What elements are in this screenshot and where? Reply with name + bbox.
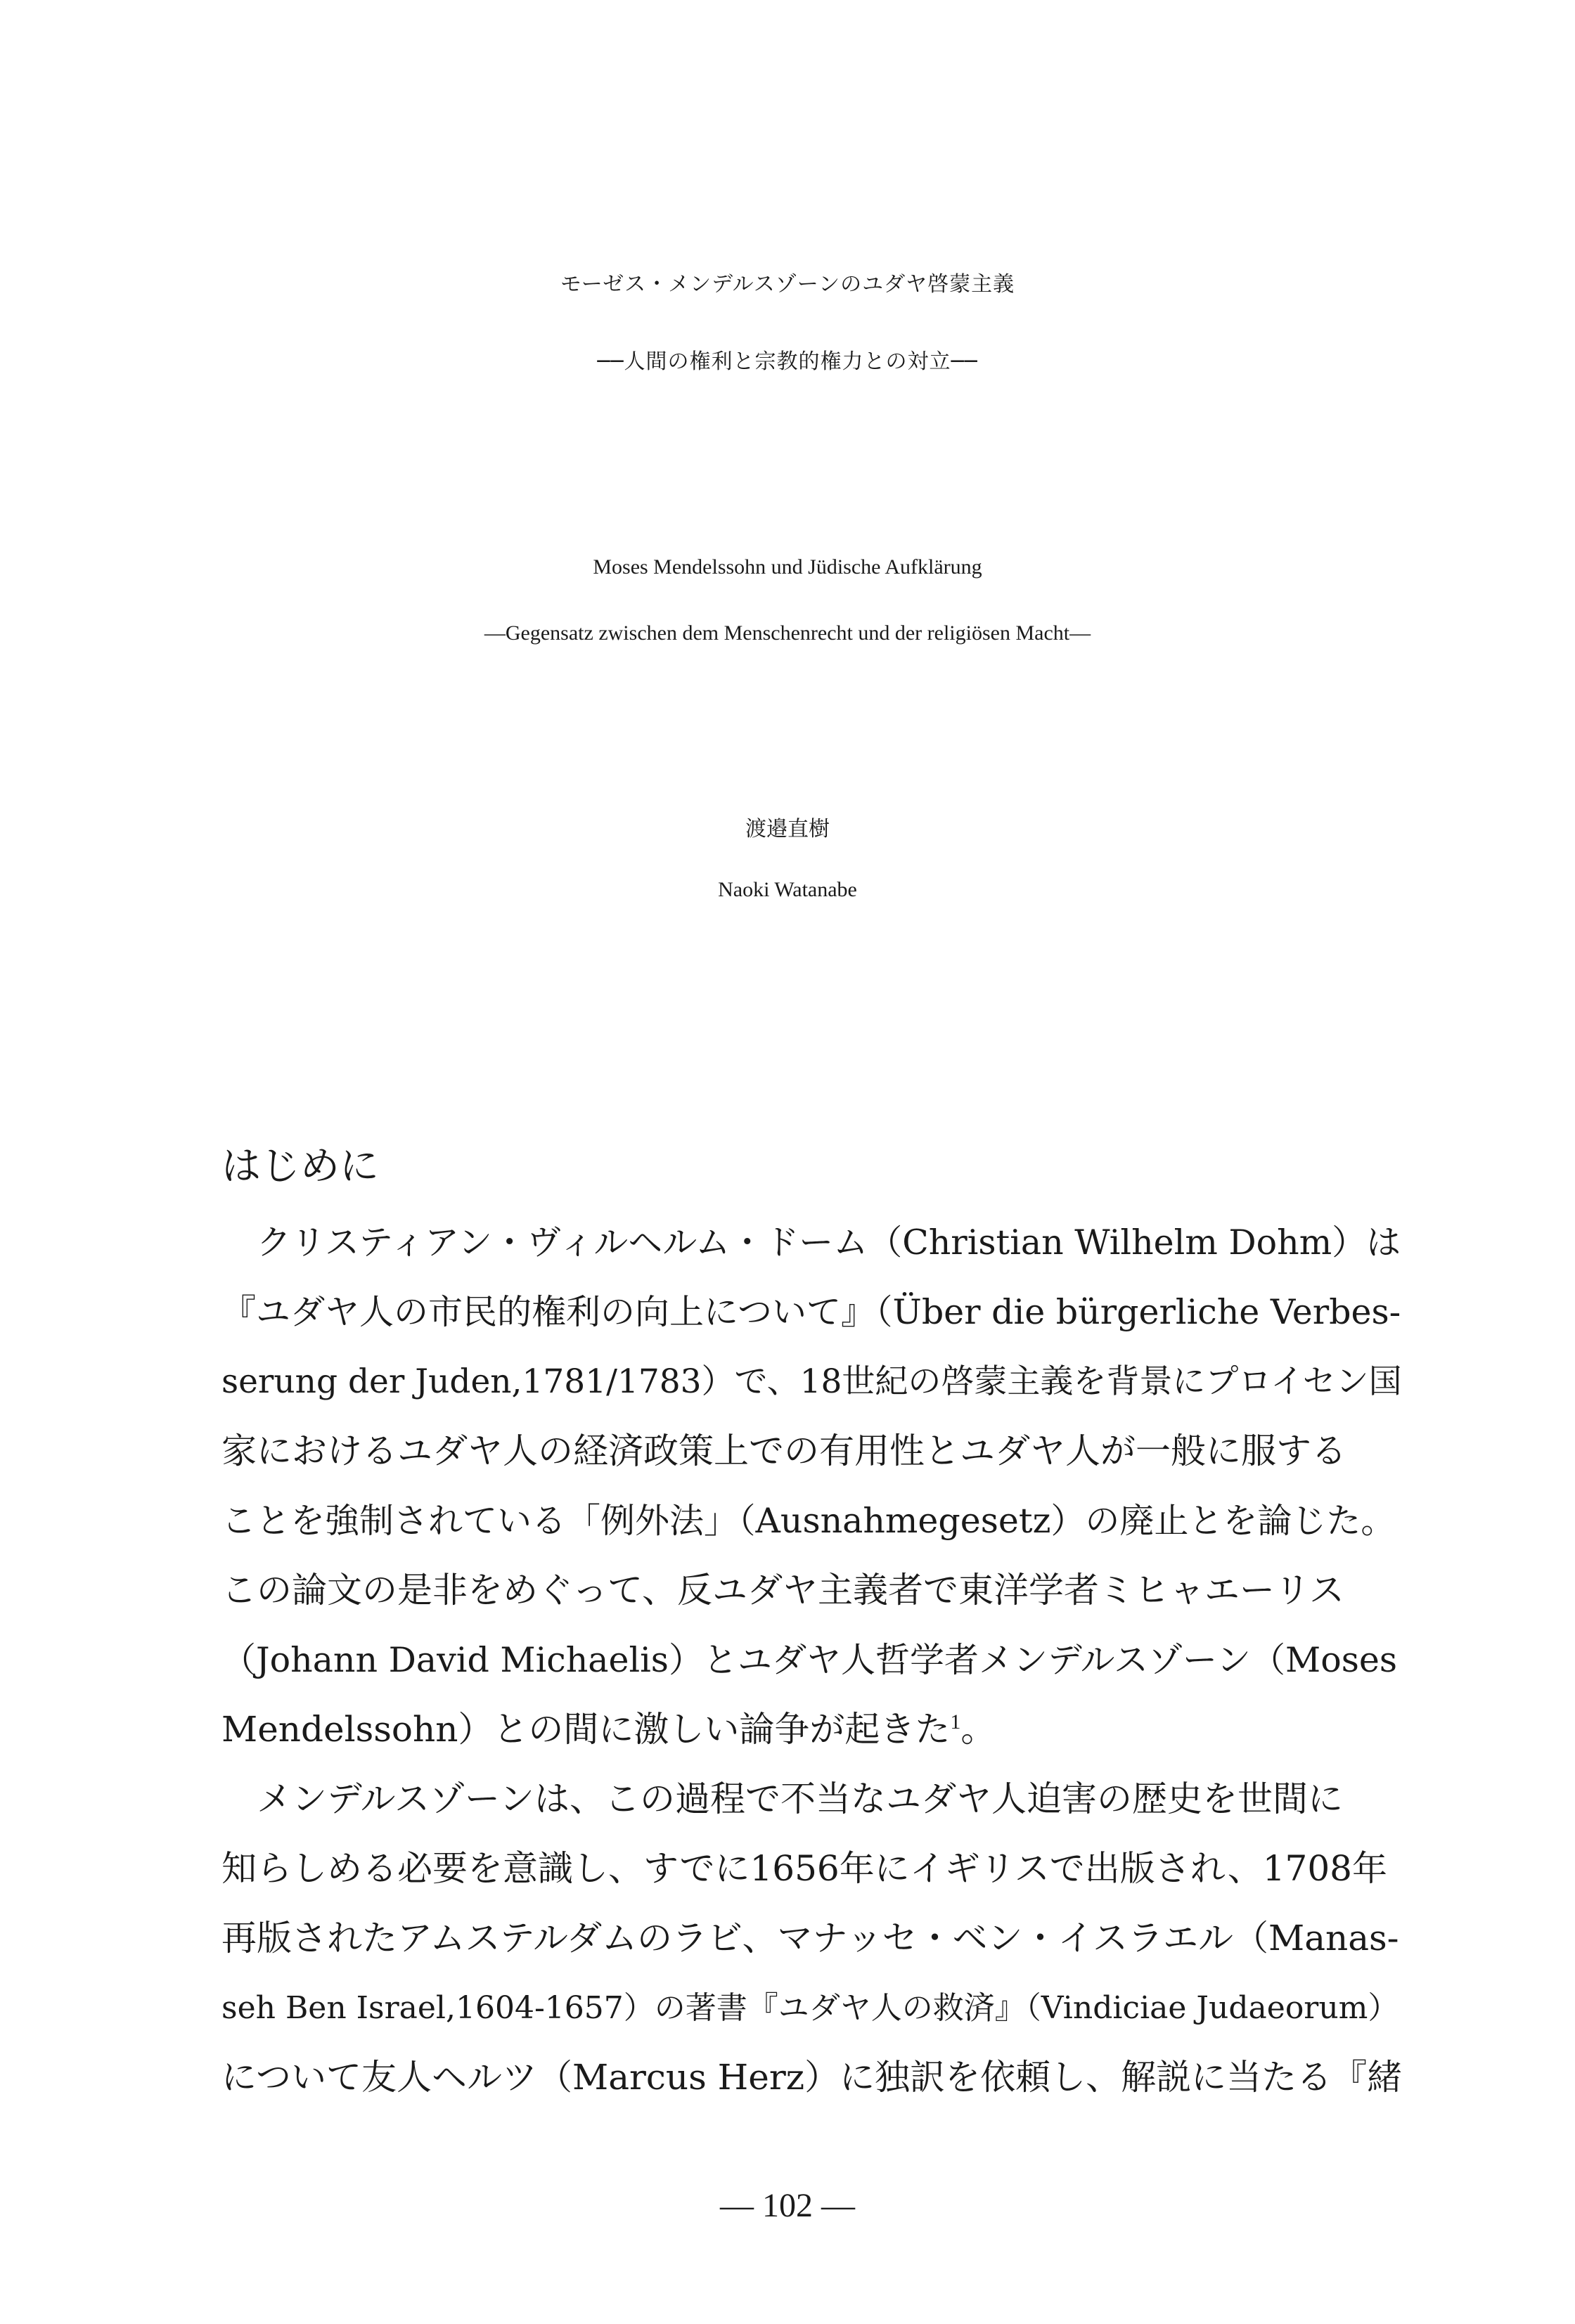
- paragraph-line: この論文の是非をめぐって、反ユダヤ主義者で東洋学者ミヒャエーリス: [221, 1570, 1344, 1610]
- paragraph-line: メンデルスゾーンは、この過程で不当なユダヤ人迫害の歴史を世間に: [257, 1778, 1343, 1819]
- paragraph-last-line-text: Mendelssohn）との間に激しい論争が起きた: [221, 1709, 951, 1750]
- paragraph-end-mark: 。: [960, 1709, 996, 1750]
- paragraph-line: seh Ben Israel,1604-1657）の著書『ユダヤ人の救済』（Vindiciae Judaeorum）: [221, 1990, 1399, 2026]
- japanese-title-subtitle: ──人間の権利と宗教的権力との対立──: [597, 349, 978, 374]
- paragraph-line: 『ユダヤ人の市民的権利の向上について』（Über die bürgerliche Verbes-: [221, 1292, 1401, 1332]
- body-text: [221, 1208, 1410, 2112]
- paragraph-line: ことを強制されている「例外法」（Ausnahmegesetz）の廃止とを論じた。: [221, 1501, 1396, 1541]
- paragraph-line: 家におけるユダヤ人の経済政策上での有用性とユダヤ人が一般に服する: [221, 1431, 1346, 1471]
- paragraph-line: 知らしめる必要を意識し、すでに1656年にイギリスで出版され、1708年: [221, 1848, 1387, 1889]
- japanese-title-main: モーゼス・メンデルスゾーンのユダヤ啓蒙主義: [560, 272, 1015, 297]
- author-name-english: Naoki Watanabe: [718, 878, 857, 901]
- paragraph-line: （Johann David Michaelis）とユダヤ人哲学者メンデルスゾーン（Moses: [221, 1640, 1398, 1680]
- paragraph-line: 再版されたアムステルダムのラビ、マナッセ・ベン・イスラエル（Manas-: [221, 1918, 1399, 1958]
- page-number: — 102 —: [720, 2187, 855, 2224]
- german-title-main: Moses Mendelssohn und Jüdische Aufklärung: [593, 555, 982, 579]
- paragraph-line: クリスティアン・ヴィルヘルム・ドーム（Christian Wilhelm Dohm）は: [257, 1222, 1401, 1263]
- paragraph-last-line: [221, 1695, 1410, 1764]
- author-name-japanese: 渡邉直樹: [745, 817, 830, 841]
- paragraph-line: について友人ヘルツ（Marcus Herz）に独訳を依頼し、解説に当たる『緒: [221, 2057, 1403, 2098]
- author-block: [0, 801, 1575, 918]
- german-title: [0, 534, 1575, 666]
- japanese-title: [0, 246, 1575, 401]
- paragraph-line: serung der Juden,1781/1783）で、18世紀の啓蒙主義を背景にプロイセン国: [221, 1362, 1402, 1401]
- footnote-marker: 1: [950, 1710, 961, 1734]
- section-heading: はじめに: [221, 1144, 379, 1189]
- german-title-subtitle: —Gegensatz zwischen dem Menschenrecht und der religiösen Macht—: [484, 621, 1091, 645]
